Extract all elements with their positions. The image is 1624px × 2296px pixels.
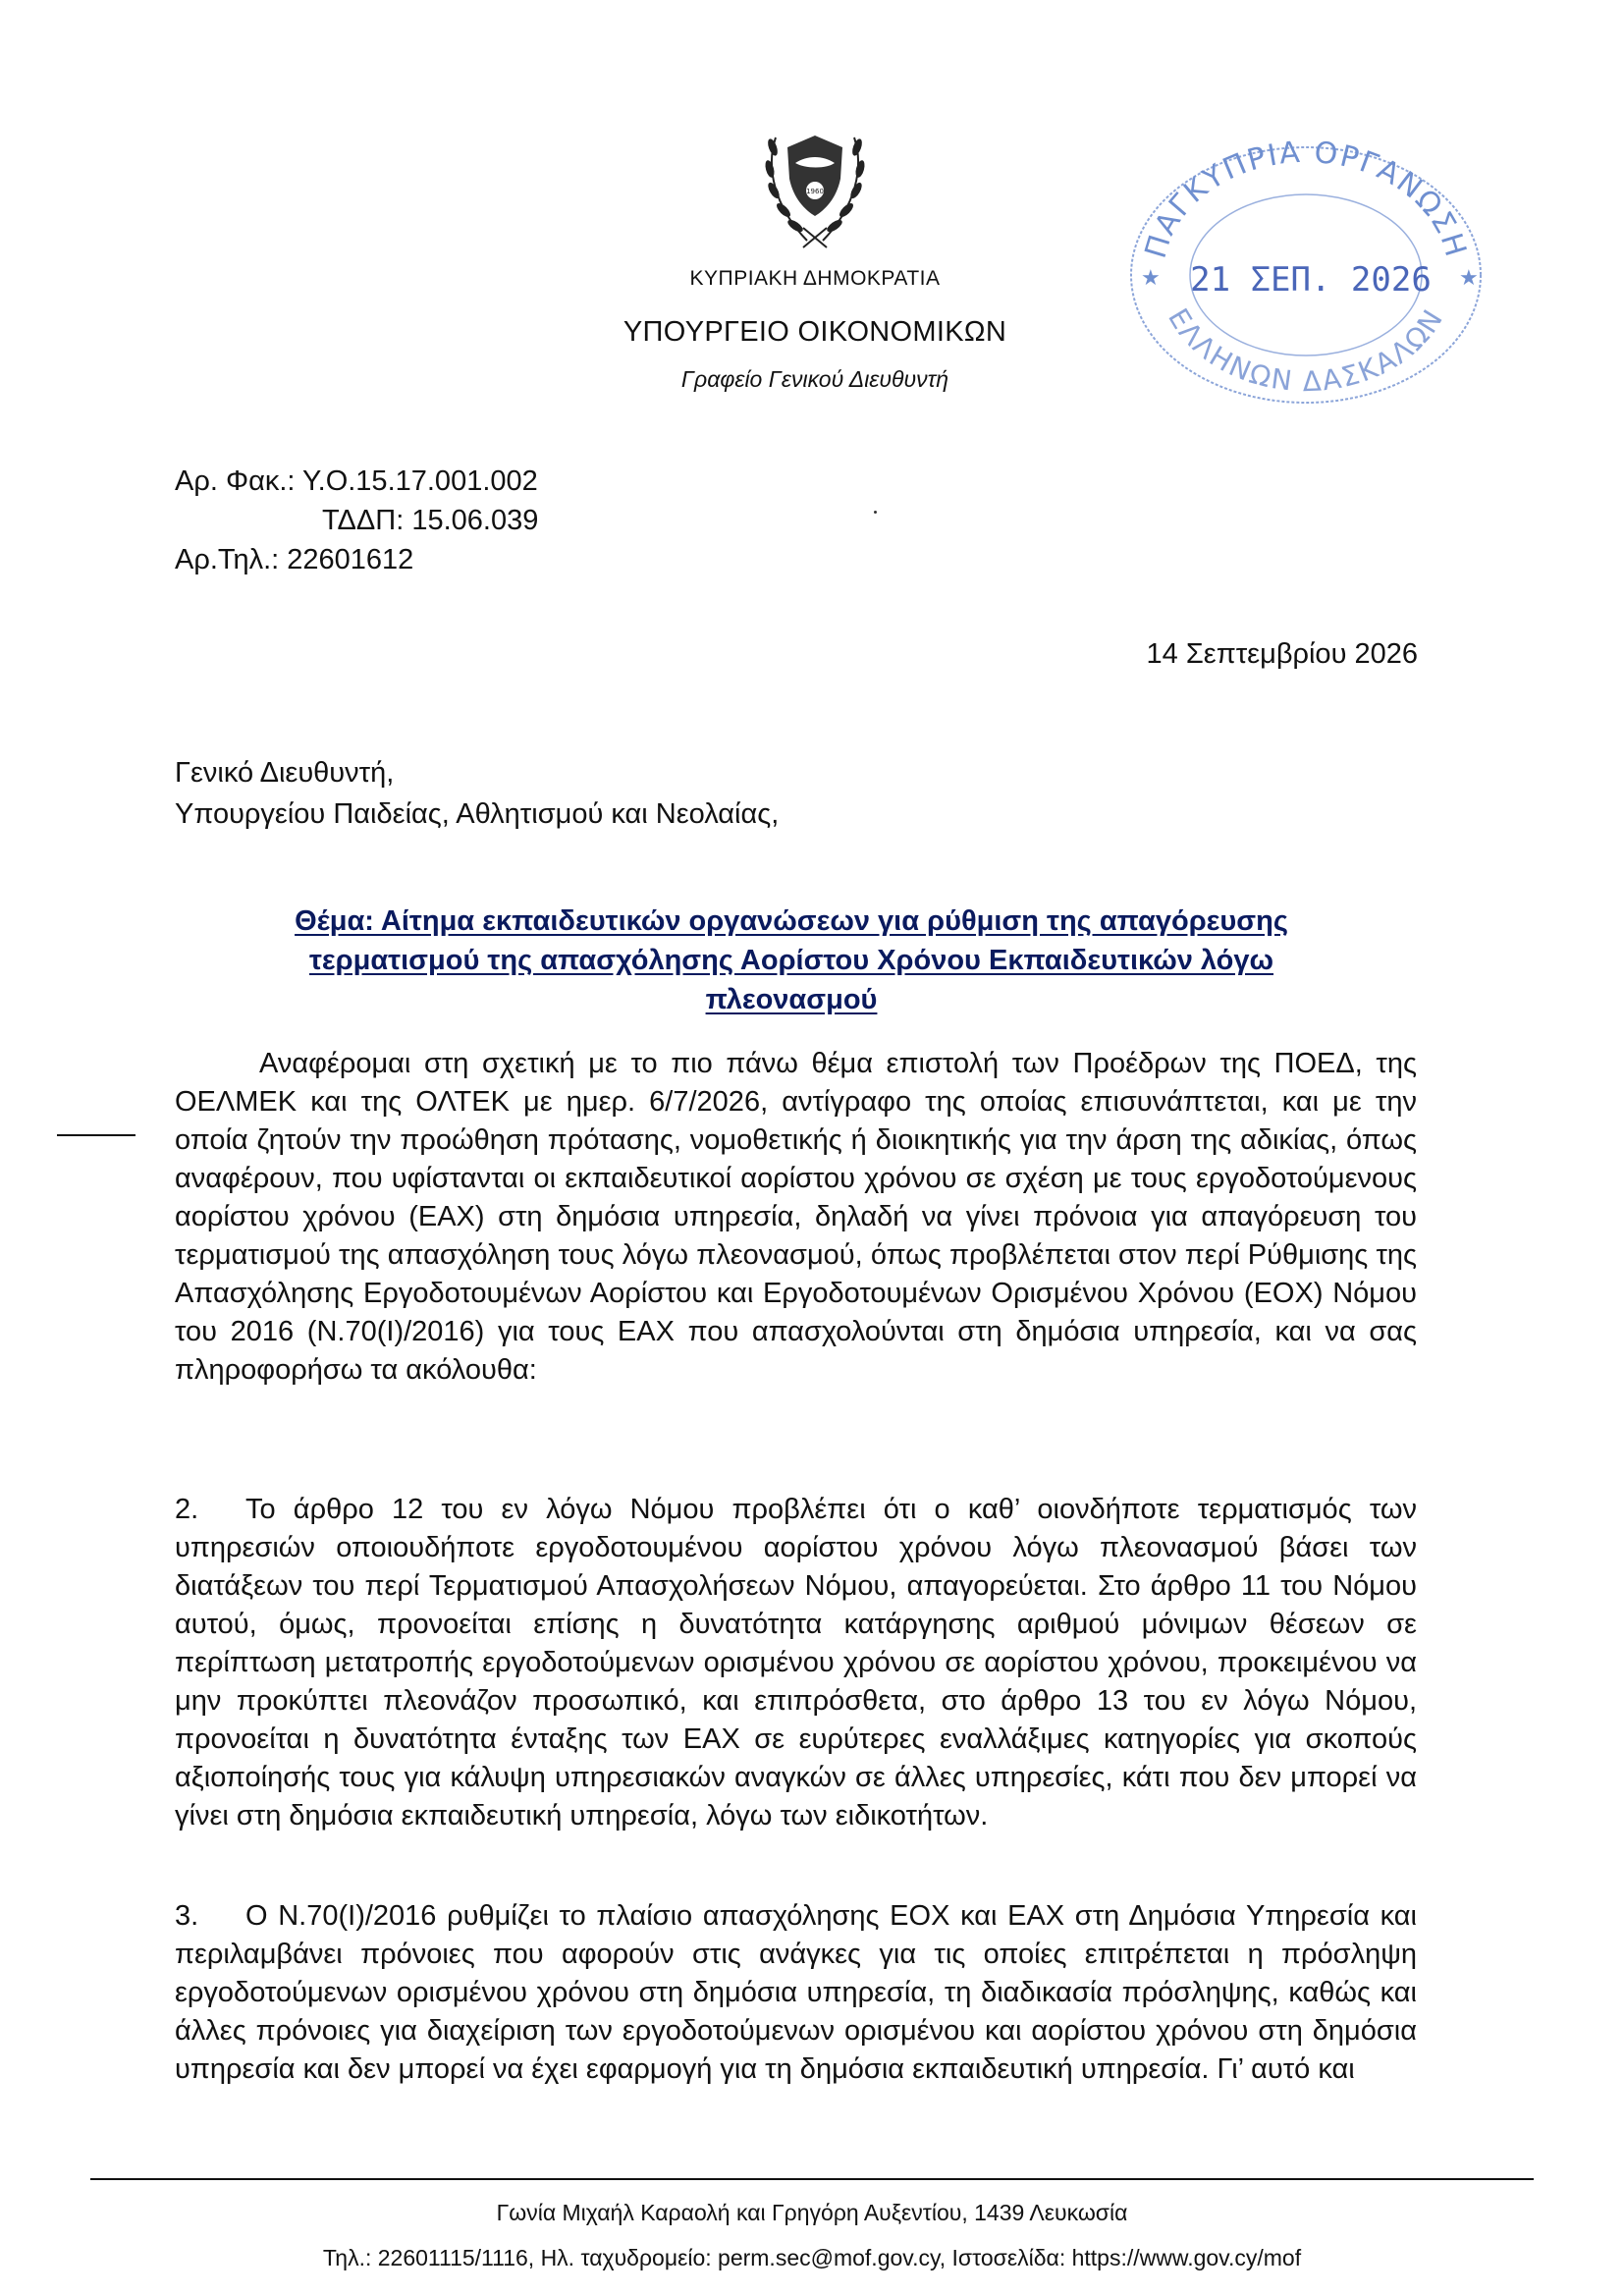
recipient [175,752,779,835]
phone-reference: Αρ.Τηλ.: 22601612 [175,544,414,575]
paragraph-1: Αναφέρομαι στη σχετική με το πιο πάνω θέμα επιστολή των Προέδρων της ΠΟΕΔ, της ΟΕΛΜΕΚ και της ΟΛΤΕΚ με ημερ. 6/7/2026, αντίγραφο της οποίας επισυνάπτεται, και με την οποία ζητούν την προώθηση πρότασης, νομοθετικής ή διοικητικής για την άρση της αδικίας, όπως αναφέρουν, που υφίστανται οι εκπαιδευτικοί αορίστου χρόνου σε σχέση με τους εργοδοτούμενους αορίστου χρόνου (ΕΑΧ) στη δημόσια υπηρεσία, δηλαδή να γίνει πρόνοια για απαγόρευση του τερματισμού της απασχόληση τους λόγω πλεονασμού, όπως προβλέπεται στον περί Ρύθμισης της Απασχόλησης Εργοδοτουμένων Αορίστου και Εργοδοτουμένων Ορισμένου Χρόνου (ΕΟΧ) Νόμου του 2016 (Ν.70(Ι)/2016) για τους ΕΑΧ που απασχολούνται στη δημόσια υπηρεσία, και να σας πληροφορήσω τα ακόλουθα: [175,1048,1417,1386]
subject [175,902,1408,1019]
stamp-date: 21 ΣΕΠ. 2026 [1190,260,1432,300]
footer-address: Γωνία Μιχαήλ Καραολή και Γρηγόρη Αυξεντίου, 1439 Λευκωσία [496,2200,1128,2225]
star-icon: ★ [1459,266,1479,291]
stamp-org-bottom: ΕΛΛΗΝΩΝ ΔΑΣΚΑΛΩΝ [1162,302,1450,399]
office-name: Γραφείο Γενικού Διευθυντή [680,366,949,392]
paragraph-2 [175,1491,1417,1835]
coat-of-arms-emblem [746,118,884,265]
recipient-line-1: Γενικό Διευθυντή, [175,757,395,789]
tdap-reference: ΤΔΔΠ: 15.06.039 [322,505,539,536]
paragraph-2-text: Το άρθρο 12 του εν λόγω Νόμου προβλέπει ότι ο καθ’ οιονδήποτε τερματισμός των υπηρεσιών οποιουδήποτε εργοδοτουμένου αορίστου χρόνου λόγω πλεονασμού βάσει των διατάξεων του περί Τερματισμού Απασχολήσεων Νόμου, απαγορεύεται. Στο άρθρο 11 του Νόμου αυτού, όμως, προνοείται επίσης η δυνατότητα κατάργησης αριθμού μόνιμων θέσεων σε περίπτωση μετατροπής εργοδοτούμενων ορισμένου χρόνου σε αορίστου χρόνου, προκειμένου να μην προκύπτει πλεονάζον προσωπικό, και επιπρόσθετα, στο άρθρο 13 του εν λόγω Νόμου, προνοείται η δυνατότητα ένταξης των ΕΑΧ σε ευρύτερες εναλλάξιμες κατηγορίες για σκοπούς αξιοποίησής τους για κάλυψη υπηρεσιακών αναγκών σε άλλες υπηρεσίες, κάτι που δεν μπορεί να γίνει στη δημόσια εκπαιδευτική υπηρεσία, λόγω των ειδικοτήτων. [175,1494,1417,1831]
paragraph-2-number: 2. [175,1494,199,1525]
received-stamp [1119,128,1492,412]
letter-date: 14 Σεπτεμβρίου 2026 [1146,638,1418,670]
paragraph-3-number: 3. [175,1900,199,1932]
stamp-org-top: ΠΑΓΚΥΠΡΙΑ ΟΡΓΑΝΩΣΗ [1138,135,1474,263]
star-icon: ★ [1141,266,1161,291]
subject-line-2: τερματισμού της απασχόλησης Αορίστου Χρόνου Εκπαιδευτικών λόγω [308,945,1274,976]
file-reference: Αρ. Φακ.: Υ.Ο.15.17.001.002 [175,465,538,497]
recipient-line-2: Υπουργείου Παιδείας, Αθλητισμού και Νεολαίας, [175,798,780,830]
margin-dash [57,1134,135,1136]
subject-line-1: Θέμα: Αίτημα εκπαιδευτικών οργανώσεων για ρύθμιση της απαγόρευσης [295,905,1288,937]
footer-contact: Τηλ.: 22601115/1116, Ηλ. ταχυδρομείο: perm.sec@mof.gov.cy, Ιστοσελίδα: https://www.gov.cy/mof [322,2245,1302,2270]
stray-dot [874,511,877,514]
footer-divider [90,2178,1534,2180]
subject-line-3: πλεονασμού [705,984,878,1015]
paragraph-3 [175,1897,1417,2089]
republic-name: ΚΥΠΡΙΑΚΗ ΔΗΜΟΚΡΑΤΙΑ [689,267,941,290]
emblem-year: 1960 [806,188,824,195]
ministry-name: ΥΠΟΥΡΓΕΙΟ ΟΙΚΟΝΟΜΙΚΩΝ [623,316,1007,348]
paragraph-3-text: Ο Ν.70(Ι)/2016 ρυθμίζει το πλαίσιο απασχόλησης ΕΟΧ και ΕΑΧ στη Δημόσια Υπηρεσία και περιλαμβάνει πρόνοιες που αφορούν στις ανάγκες για τις οποίες επιτρέπεται η πρόσληψη εργοδοτούμενων ορισμένου χρόνου στη δημόσια υπηρεσία, τη διαδικασία πρόσληψης, καθώς και άλλες πρόνοιες για διαχείριση των εργοδοτούμενων ορισμένου και αορίστου χρόνου στη δημόσια υπηρεσία και δεν μπορεί να έχει εφαρμογή για τη δημόσια εκπαιδευτική υπηρεσία. Γι’ αυτό και [175,1900,1417,2085]
